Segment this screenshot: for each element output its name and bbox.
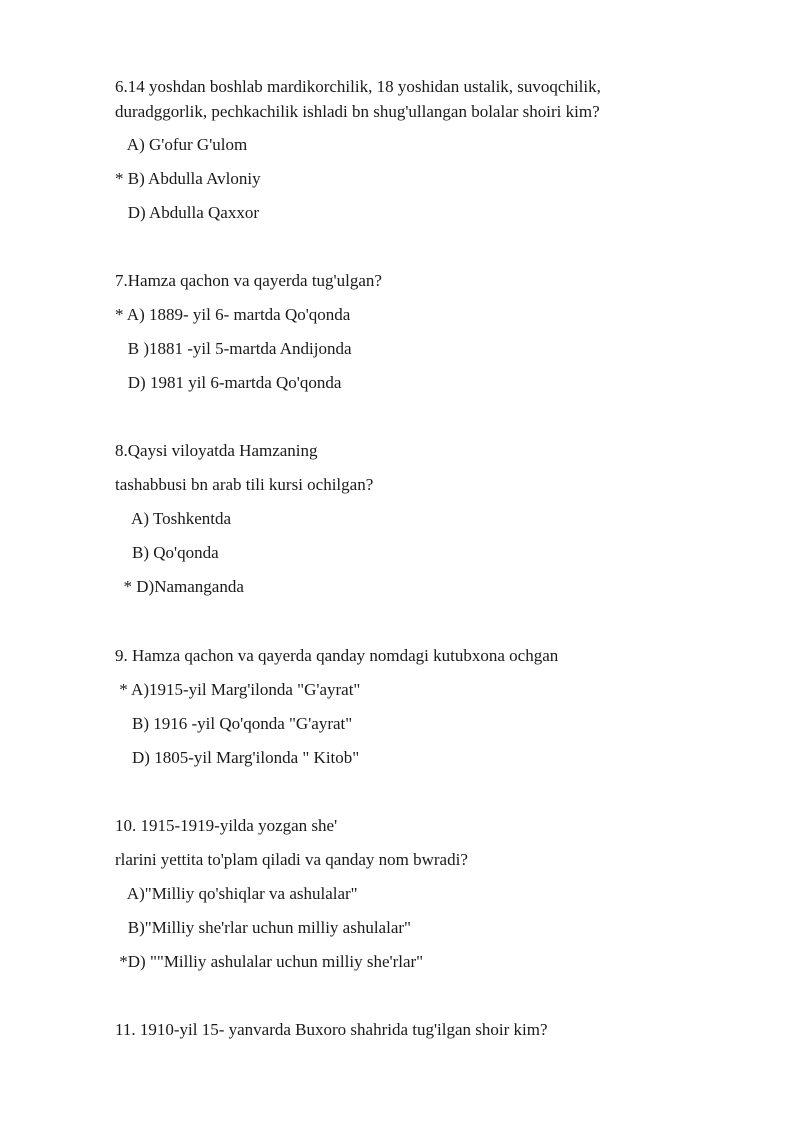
question-9-option-a: * A)1915-yil Marg'ilonda "G'ayrat" <box>115 680 361 699</box>
question-10-option-b: B)"Milliy she'rlar uchun milliy ashulalar" <box>115 918 411 937</box>
question-10-text-line-2: rlarini yettita to'plam qiladi va qanday nom bwradi? <box>115 850 468 869</box>
question-10-option-d: *D) ""Milliy ashulalar uchun milliy she'rlar" <box>115 952 424 971</box>
question-6-option-a: A) G'ofur G'ulom <box>115 135 248 154</box>
question-8-option-d: * D)Namanganda <box>115 577 244 596</box>
question-10-option-a: A)"Milliy qo'shiqlar va ashulalar" <box>115 884 358 903</box>
question-6-text-line-1: 6.14 yoshdan boshlab mardikorchilik, 18 yoshidan ustalik, suvoqchilik, <box>115 77 601 96</box>
question-7-option-a: * A) 1889- yil 6- martda Qo'qonda <box>115 305 351 324</box>
question-8-option-b: B) Qo'qonda <box>115 543 219 562</box>
question-6-option-d: D) Abdulla Qaxxor <box>115 203 260 222</box>
question-7-text-line-1: 7.Hamza qachon va qayerda tug'ulgan? <box>115 271 382 290</box>
question-7-option-b: B )1881 -yil 5-martda Andijonda <box>115 339 352 358</box>
question-9-text-line-1: 9. Hamza qachon va qayerda qanday nomdagi kutubxona ochgan <box>115 646 559 665</box>
question-7-option-d: D) 1981 yil 6-martda Qo'qonda <box>115 373 342 392</box>
question-6-text-line-2: duradggorlik, pechkachilik ishladi bn shug'ullangan bolalar shoiri kim? <box>115 102 600 121</box>
question-8-text-line-1: 8.Qaysi viloyatda Hamzaning <box>115 441 318 460</box>
question-6-option-b: * B) Abdulla Avloniy <box>115 169 261 188</box>
question-10-text-line-1: 10. 1915-1919-yilda yozgan she' <box>115 816 338 835</box>
question-11-text-line-1: 11. 1910-yil 15- yanvarda Buxoro shahrida tug'ilgan shoir kim? <box>115 1020 548 1039</box>
question-8-text-line-2: tashabbusi bn arab tili kursi ochilgan? <box>115 475 374 494</box>
question-9-option-b: B) 1916 -yil Qo'qonda "G'ayrat" <box>115 714 353 733</box>
question-9-option-d: D) 1805-yil Marg'ilonda " Kitob" <box>115 748 360 767</box>
question-8-option-a: A) Toshkentda <box>115 509 232 528</box>
